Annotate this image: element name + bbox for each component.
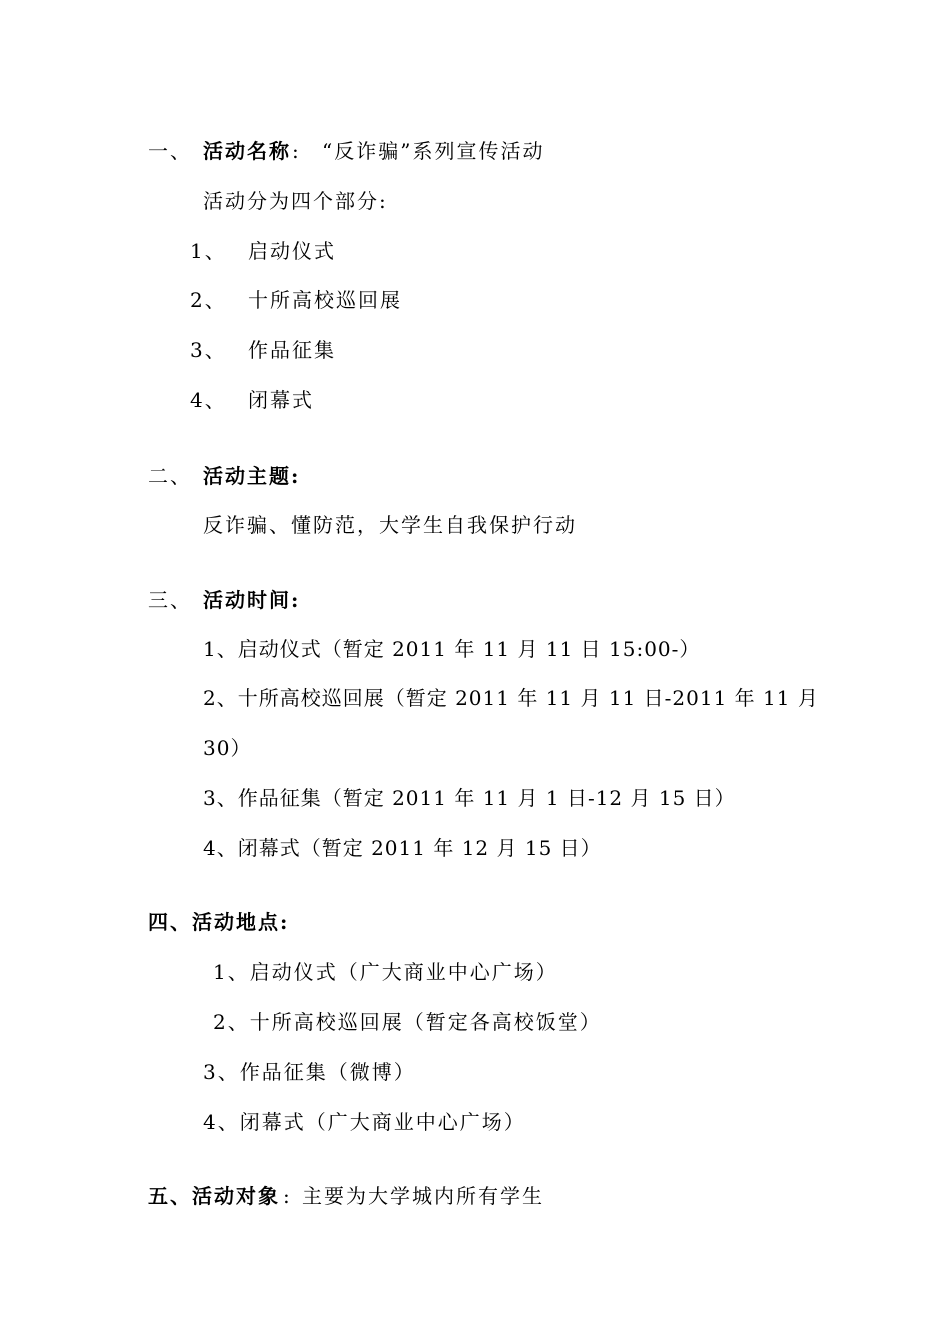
list-item-number: 4、 bbox=[190, 388, 227, 412]
section-3-number: 三、 bbox=[148, 588, 192, 612]
section-4-heading: 四、活动地点: bbox=[148, 910, 290, 934]
time-line-2-cont: 30） bbox=[203, 736, 252, 760]
time-line-3: 3、作品征集（暂定 2011 年 11 月 1 日-12 月 15 日） bbox=[203, 786, 736, 810]
section-2-number: 二、 bbox=[148, 464, 192, 488]
time-line-1: 1、启动仪式（暂定 2011 年 11 月 11 日 15:00-） bbox=[203, 637, 701, 661]
time-line-4: 4、闭幕式（暂定 2011 年 12 月 15 日） bbox=[203, 836, 602, 860]
location-line-4: 4、闭幕式（广大商业中心广场） bbox=[203, 1110, 526, 1134]
section-1-heading: 活动名称 bbox=[203, 139, 291, 163]
list-item-text: 十所高校巡回展 bbox=[248, 288, 402, 312]
section-1-intro: 活动分为四个部分: bbox=[203, 189, 388, 213]
section-5-heading: 五、活动对象 bbox=[148, 1184, 280, 1208]
list-item-number: 3、 bbox=[190, 338, 227, 362]
section-1-colon: : bbox=[292, 139, 301, 163]
section-5-colon: : bbox=[283, 1184, 292, 1208]
location-line-3: 3、作品征集（微博） bbox=[203, 1060, 416, 1084]
section-1-number: 一、 bbox=[148, 139, 192, 163]
list-item-text: 作品征集 bbox=[248, 338, 336, 362]
list-item-text: 闭幕式 bbox=[248, 388, 314, 412]
location-line-2: 2、十所高校巡回展（暂定各高校饭堂） bbox=[213, 1010, 602, 1034]
location-line-1: 1、启动仪式（广大商业中心广场） bbox=[213, 960, 558, 984]
section-2-heading: 活动主题: bbox=[203, 464, 301, 488]
time-line-2: 2、十所高校巡回展（暂定 2011 年 11 月 11 日-2011 年 11 月 bbox=[203, 686, 819, 710]
section-1-value: “反诈骗”系列宣传活动 bbox=[322, 139, 545, 163]
section-3-heading: 活动时间: bbox=[203, 588, 301, 612]
list-item-number: 1、 bbox=[190, 239, 227, 263]
list-item-number: 2、 bbox=[190, 288, 227, 312]
section-2-body: 反诈骗、懂防范，大学生自我保护行动 bbox=[203, 513, 577, 537]
list-item-text: 启动仪式 bbox=[248, 239, 336, 263]
section-5-value: 主要为大学城内所有学生 bbox=[302, 1184, 544, 1208]
